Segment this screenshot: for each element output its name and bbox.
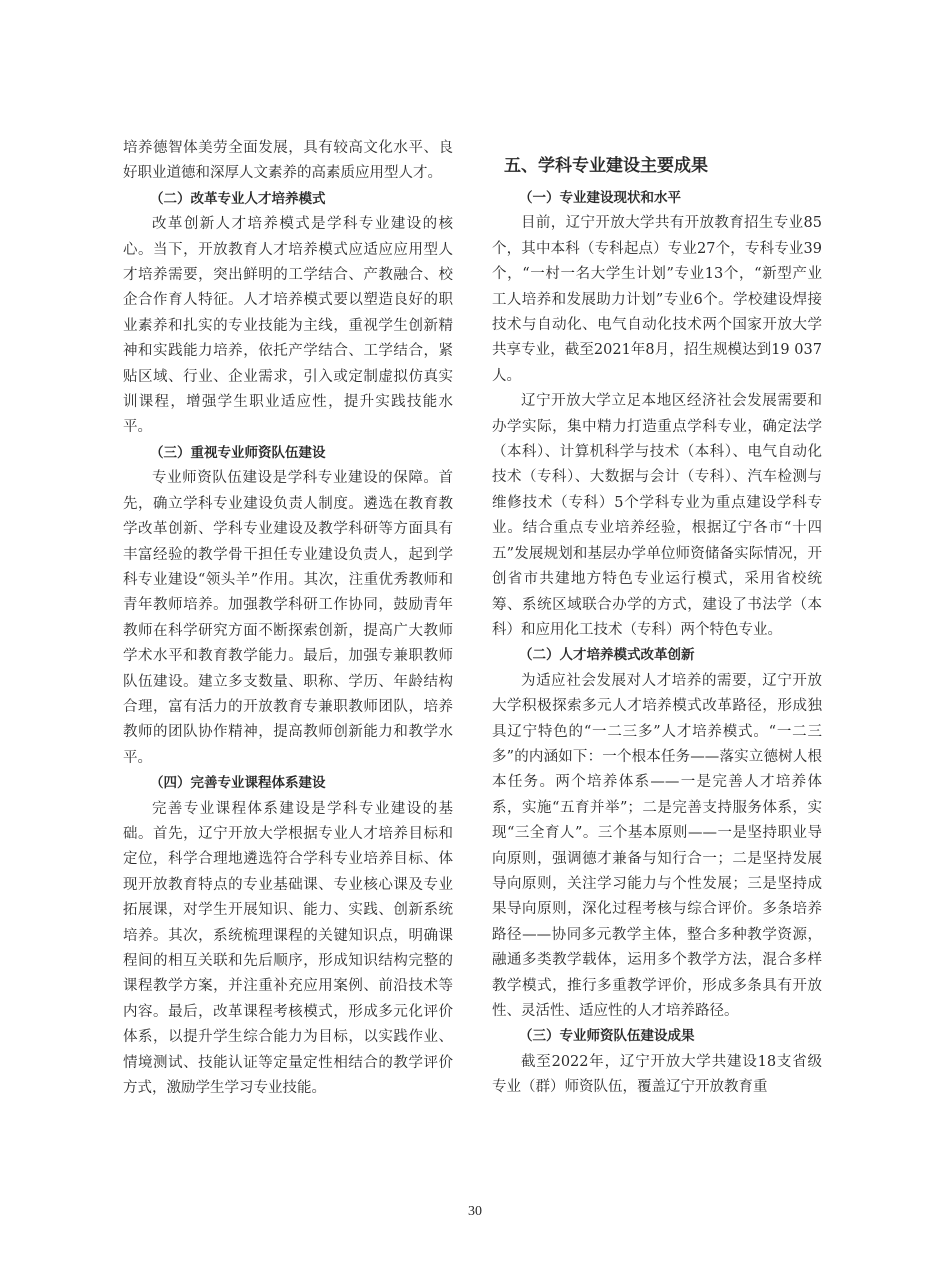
body-paragraph: 辽宁开放大学立足本地区经济社会发展需要和办学实际，集中精力打造重点学科专业，确定法学（本科）、计算机科学与技术（本科）、电气自动化技术（专科）、大数据与会计（专科）、汽车检测与维修技术（专科）5个学科专业为重点建设学科专业。结合重点专业培养经验，根据辽宁各市“十四五”发展规划和基层办学单位师资储备实际情况，开创省市共建地方特色专业运行模式，采用省校统筹、系统区域联合办学的方式，建设了书法学（本科）和应用化工技术（专科）两个特色专业。 [492,393,822,638]
section-title: 五、学科专业建设主要成果 [504,156,708,176]
subsection-heading: （三）重视专业师资队伍建设 [150,444,326,461]
subsection-heading: （一）专业建设现状和水平 [519,190,681,206]
body-paragraph: 为适应社会发展对人才培养的需要，辽宁开放大学积极探索多元人才培养模式改革路径，形成独具辽宁特色的“一二三多”人才培养模式。“一二三多”的内涵如下：一个根本任务——落实立德树人根本任务。两个培养体系——一是完善人才培养体系，实施“五育并举”；二是完善支持服务体系，实现“三全育人”。三个基本原则——一是坚持职业导向原则，强调德才兼备与知行合一；二是坚持发展导向原则，关注学习能力与个性发展；三是坚持成果导向原则，深化过程考核与综合评价。多条培养路径——协同多元教学主体，整合多种教学资源，融通多类教学载体，运用多个教学方法，混合多样教学模式，推行多重教学评价，形成多条具有开放性、灵活性、适应性的人才培养路径。 [492,672,822,1019]
body-paragraph: 专业师资队伍建设是学科专业建设的保障。首先，确立学科专业建设负责人制度。遴选在教育教学改革创新、学科专业建设及教学科研等方面具有丰富经验的教学骨干担任专业建设负责人，起到学科专业建设“领头羊”作用。其次，注重优秀教师和青年教师培养。加强教学科研工作协同，鼓励青年教师在科学研究方面不断探索创新，提高广大教师学术水平和教育教学能力。最后，加强专兼职教师队伍建设。建立多支数量、职称、学历、年龄结构合理，富有活力的开放教育专兼职教师团队，培养教师的团队协作精神，提高教师创新能力和教学水平。 [123,470,453,766]
body-paragraph: 培养德智体美劳全面发展，具有较高文化水平、良好职业道德和深厚人文素养的高素质应用型人才。 [123,140,453,182]
body-paragraph: 完善专业课程体系建设是学科专业建设的基础。首先，辽宁开放大学根据专业人才培养目标和定位，科学合理地遴选符合学科专业培养目标、体现开放教育特点的专业基础课、专业核心课及专业拓展课，对学生开展知识、能力、实践、创新系统培养。其次，系统梳理课程的关键知识点，明确课程间的相互关联和先后顺序，形成知识结构完整的课程教学方案，并注重补充应用案例、前沿技术等内容。最后，改革课程考核模式，形成多元化评价体系，以提升学生综合能力为目标，以实践作业、情境测试、技能认证等定量定性相结合的教学评价方式，激励学生学习专业技能。 [123,800,453,1097]
page-number: 30 [468,1204,482,1219]
body-paragraph: 截至2022年，辽宁开放大学共建设18支省级专业（群）师资队伍，覆盖辽宁开放教育重 [492,1053,822,1096]
right-column [492,152,822,1101]
subsection-heading: （二）人才培养模式改革创新 [519,647,695,664]
body-paragraph: 目前，辽宁开放大学共有开放教育招生专业85个，其中本科（专科起点）专业27个，专科专业39个，“一村一名大学生计划”专业13个，“新型产业工人培养和发展助力计划”专业6个。学校建设焊接技术与自动化、电气自动化技术两个国家开放大学共享专业，截至2021年8月，招生规模达到19 037人。 [492,215,822,384]
left-column [123,136,453,1101]
subsection-heading: （四）完善专业课程体系建设 [150,775,326,792]
subsection-heading: （二）改革专业人才培养模式 [150,190,326,207]
subsection-heading: （三）专业师资队伍建设成果 [519,1028,695,1045]
body-paragraph: 改革创新人才培养模式是学科专业建设的核心。当下，开放教育人才培养模式应适应应用型人才培养需要，突出鲜明的工学结合、产教融合、校企合作育人特征。人才培养模式要以塑造良好的职业素养和扎实的专业技能为主线，重视学生创新精神和实践能力培养，依托产学结合、工学结合，紧贴区域、行业、企业需求，引入或定制虚拟仿真实训课程，增强学生职业适应性，提升实践技能水平。 [123,216,453,436]
